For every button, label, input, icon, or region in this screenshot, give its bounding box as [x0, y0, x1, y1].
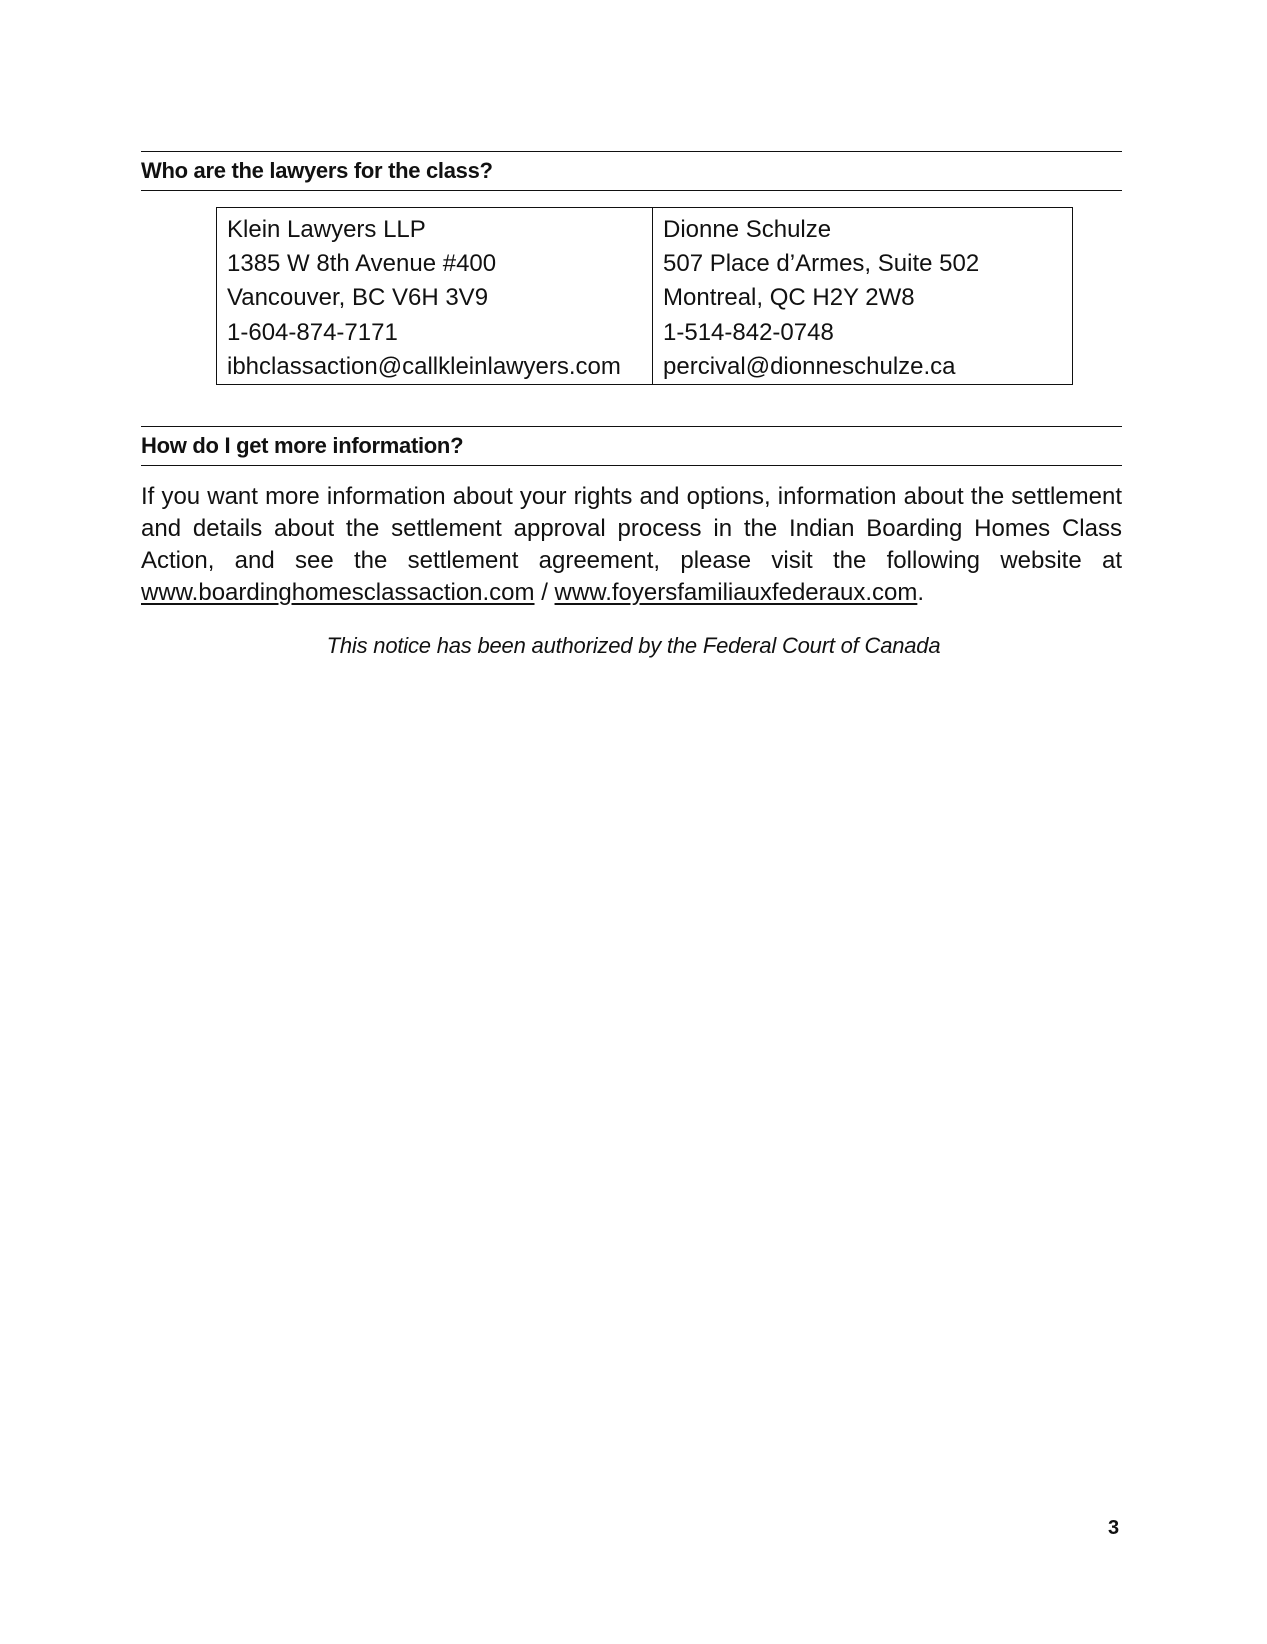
section-header-info: [141, 426, 1122, 466]
section-title: Who are the lawyers for the class?: [141, 158, 493, 183]
firm-name: Klein Lawyers LLP: [227, 216, 426, 243]
section-title: How do I get more information?: [141, 433, 464, 458]
firm-phone: 1-604-874-7171: [227, 318, 398, 346]
website-link-english[interactable]: www.boardinghomesclassaction.com: [141, 579, 535, 606]
lawyers-contact-table: [216, 207, 1073, 385]
firm-address: 1385 W 8th Avenue #400: [227, 250, 497, 278]
authorization-note: This notice has been authorized by the Federal Court of Canada: [326, 633, 941, 658]
info-body-text: If you want more information about your rights and options, information about the settlement and details about the settlement approval process in the Indian Boarding Homes Class Action, and see the settlement agreement, please visit the following website at: [141, 483, 1122, 574]
website-link-french[interactable]: www.foyersfamiliauxfederaux.com: [554, 579, 918, 606]
firm-city: Vancouver, BC V6H 3V9: [227, 284, 489, 312]
sentence-end: .: [917, 579, 925, 606]
info-paragraph: [141, 481, 1122, 609]
firm-city: Montreal, QC H2Y 2W8: [663, 284, 915, 312]
firm-name: Dionne Schulze: [663, 216, 832, 243]
firm-email: ibhclassaction@callkleinlawyers.com: [227, 352, 621, 380]
section-header-lawyers: [141, 151, 1122, 191]
link-separator: /: [541, 579, 548, 606]
page-number: 3: [1108, 1517, 1120, 1539]
firm-contact-cell: [217, 208, 653, 384]
firm-phone: 1-514-842-0748: [663, 318, 834, 346]
firm-address: 507 Place d’Armes, Suite 502: [663, 250, 980, 278]
firm-email: percival@dionneschulze.ca: [663, 352, 956, 380]
firm-contact-cell: [653, 208, 1072, 384]
